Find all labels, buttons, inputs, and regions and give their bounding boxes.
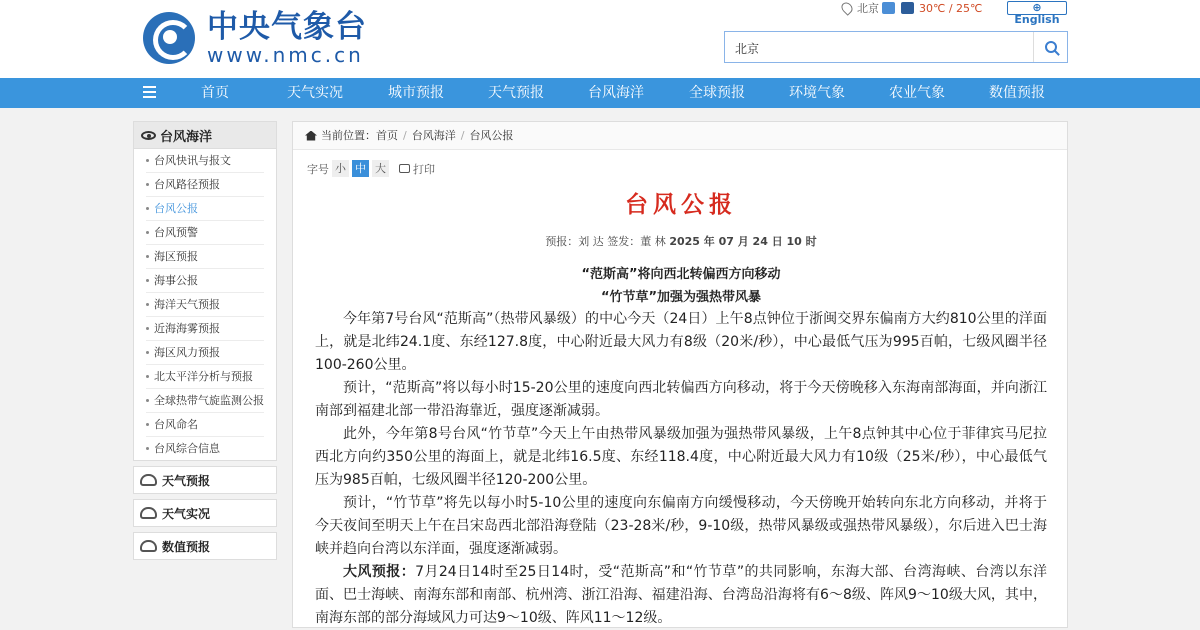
weather-widget[interactable] [842,0,982,16]
home-icon [305,131,317,141]
sidebar-item-maritime[interactable]: 海事公报 [134,269,276,292]
sidebar-item-typhoon-news[interactable]: 台风快讯与报文 [134,149,276,172]
logo-url: www.nmc.cn [207,43,364,67]
sidebar-item-north-pacific[interactable]: 北太平洋分析与预报 [134,365,276,388]
nav-item-observation[interactable]: 天气实况 [287,85,343,101]
sidebar-list [133,149,277,461]
article-meta [293,233,1069,249]
typhoon-icon [141,131,156,140]
main-nav [0,78,1200,108]
sidebar-item-typhoon-info[interactable]: 台风综合信息 [134,437,276,460]
top-header [0,0,1200,78]
paragraph-wind-forecast [315,561,1047,630]
main-content [292,121,1068,628]
sidebar-section-forecast[interactable] [133,466,277,494]
breadcrumb: 当前位置： 首页 / 台风海洋 / 台风公报 [293,122,1067,150]
publish-date: 2025 年 07 月 24 日 10 时 [669,235,817,248]
sidebar-title[interactable] [133,121,277,149]
article-title: 台风公报 [625,192,737,218]
nav-item-environment[interactable]: 环境气象 [789,85,845,101]
forecaster-info: 预报：刘 达 签发：董 林 [545,235,670,248]
paragraph: 预计，“竹节草”将先以每小时5-10公里的速度向东偏南方向缓慢移动，今天傍晚开始转向东北方向移动，并将于今天夜间至明天上午在吕宋岛西北部沿海登陆（23-28米/秒，9-10级，热带风暴级或强热带风暴级），尔后进入巴士海峡并趋向台湾以东洋面，强度逐渐减弱。 [315,495,1047,557]
nav-item-numerical[interactable]: 数值预报 [989,85,1045,101]
logo-chinese-name: 中央气象台 [207,9,367,45]
paragraph: 今年第7号台风“范斯高”（热带风暴级）的中心今天（24日）上午8点钟位于浙闽交界东偏南方大约810公里的洋面上，就是北纬24.1度、东经127.8度，中心附近最大风力有8级（20米/秒），中心最低气压为995百帕，七级风圈半径100-260公里。 [315,311,1047,373]
sidebar [133,121,277,560]
breadcrumb-current: 台风公报 [469,128,514,142]
sidebar-item-typhoon-bulletin[interactable]: 台风公报 [134,197,276,220]
breadcrumb-prefix: 当前位置： [321,128,376,142]
sidebar-item-global-cyclone[interactable]: 全球热带气旋监测公报 [134,389,276,412]
sidebar-section-label: 数值预报 [162,539,211,554]
city-label: 北京 [857,2,879,15]
site-logo[interactable] [143,10,367,66]
font-small-button[interactable]: 小 [332,160,349,177]
temperature: 30℃ / 25℃ [919,1,983,15]
cloud-icon [140,474,157,486]
location-icon [839,0,855,16]
cloud-icon [140,540,157,552]
search-icon [1045,41,1057,53]
paragraph: 预计，“范斯高”将以每小时15-20公里的速度向西北转偏西方向移动，将于今天傍晚移入东海南部海面，并向浙江南部到福建北部一带沿海靠近，强度逐渐减弱。 [315,380,1047,419]
breadcrumb-home[interactable]: 首页 [376,128,398,142]
wind-forecast-text: 7月24日14时至25日14时，受“范斯高”和“竹节草”的共同影响，东海大部、台湾海峡、台湾以东洋面、巴士海峡、南海东部和南部、杭州湾、浙江沿海、福建沿海、台湾岛沿海将有6～8级、阵风9～10级大风，其中，南海东部的部分海域风力可达9～10级、阵风11～12级。 [315,564,1047,626]
paragraph: 此外，今年第8号台风“竹节草”今天上午由热带风暴级加强为强热带风暴级，上午8点钟其中心位于菲律宾马尼拉西北方向约350公里的海面上，就是北纬16.5度、东经118.4度，中心附近最大风力有10级（25米/秒），中心最低气压为985百帕，七级风圈半径120-200公里。 [315,426,1047,488]
weather-night-icon [901,2,914,14]
article-subtitles [293,263,1069,309]
nav-item-home[interactable]: 首页 [201,85,229,101]
font-large-button[interactable]: 大 [372,160,389,177]
english-label: English [1014,13,1060,26]
cloud-icon [140,507,157,519]
search-button[interactable] [1033,32,1067,62]
sidebar-item-sea-fog[interactable]: 近海海雾预报 [134,317,276,340]
sidebar-section-observation[interactable] [133,499,277,527]
sidebar-item-ocean-weather[interactable]: 海洋天气预报 [134,293,276,316]
english-button[interactable]: ⊕ English [1007,1,1067,15]
wind-forecast-label: 大风预报： [343,564,416,580]
nav-item-city-forecast[interactable]: 城市预报 [388,85,444,101]
nav-item-typhoon-ocean[interactable]: 台风海洋 [588,85,644,101]
breadcrumb-typhoon-ocean[interactable]: 台风海洋 [411,128,456,142]
sidebar-item-sea-area[interactable]: 海区预报 [134,245,276,268]
sidebar-item-sea-wind[interactable]: 海区风力预报 [134,341,276,364]
font-size-label: 字号 [307,162,329,176]
nav-item-global-forecast[interactable]: 全球预报 [689,85,745,101]
sidebar-section-label: 天气实况 [162,506,211,521]
search-box [724,31,1068,63]
logo-icon [143,12,195,64]
sidebar-item-typhoon-naming[interactable]: 台风命名 [134,413,276,436]
sidebar-item-track-forecast[interactable]: 台风路径预报 [134,173,276,196]
font-medium-button[interactable]: 中 [352,160,369,177]
subtitle-zhujiecao: “竹节草”加强为强热带风暴 [600,290,762,305]
sidebar-section-label: 天气预报 [162,473,211,488]
search-input[interactable] [735,38,1025,58]
nav-item-weather-forecast[interactable]: 天气预报 [488,85,544,101]
weather-icon [882,2,895,14]
sidebar-item-typhoon-warning[interactable]: 台风预警 [134,221,276,244]
menu-icon[interactable] [143,86,156,98]
print-button[interactable] [399,161,435,177]
nav-item-agriculture[interactable]: 农业气象 [889,85,945,101]
print-icon [399,164,410,173]
sidebar-section-numerical[interactable] [133,532,277,560]
subtitle-fansigao: “范斯高”将向西北转偏西方向移动 [581,267,781,282]
print-label: 打印 [413,162,435,176]
article-body [315,308,1047,630]
article-toolbar [307,160,435,177]
sidebar-title-label: 台风海洋 [160,129,213,145]
